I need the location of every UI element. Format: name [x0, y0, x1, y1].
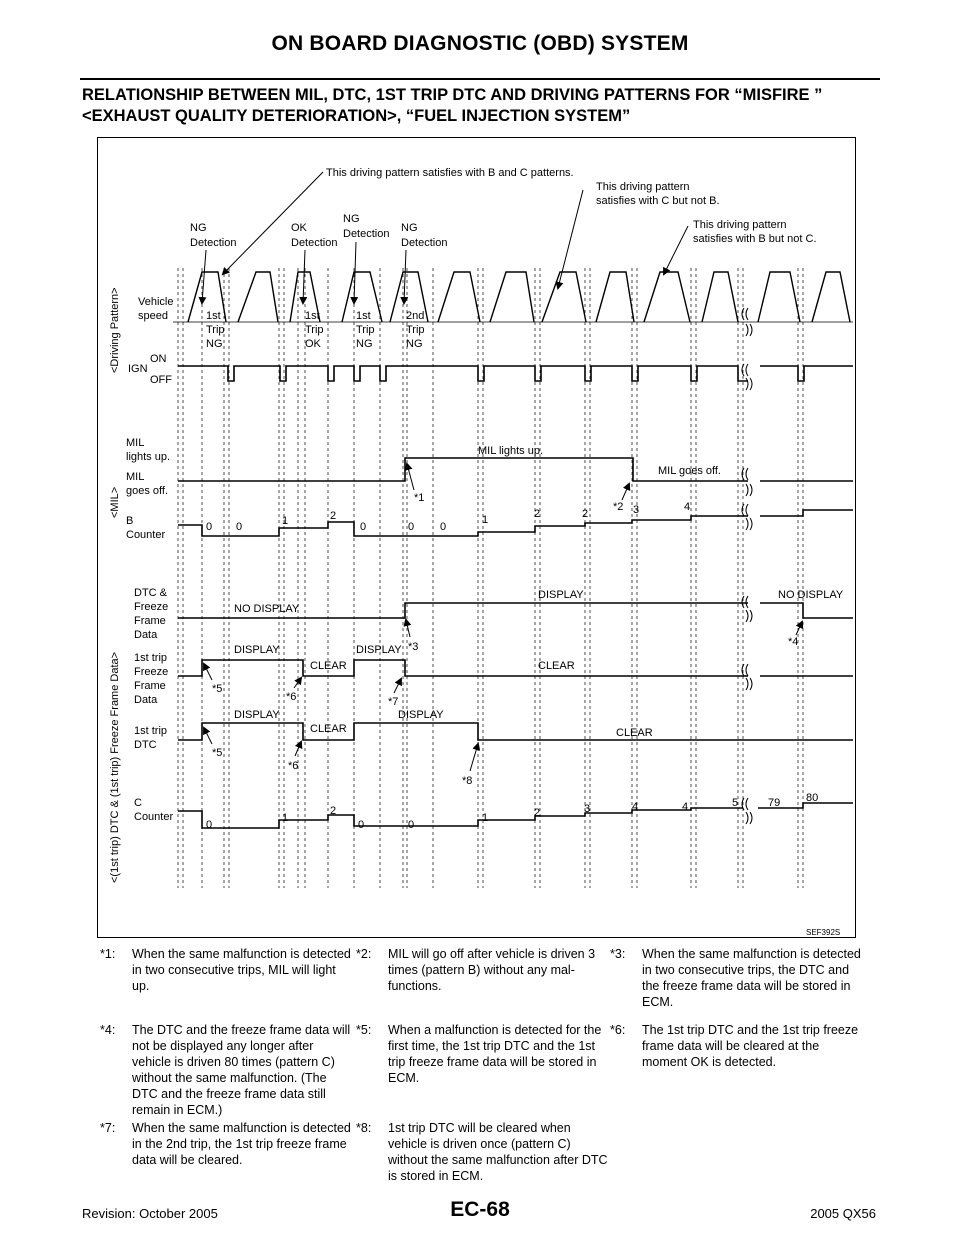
diagram-label: *5: [212, 747, 223, 759]
callouts: [223, 167, 817, 288]
section-heading: RELATIONSHIP BETWEEN MIL, DTC, 1ST TRIP DTC AND DRIVING PATTERNS FOR “MISFIRE ” <EXHAUST QUALITY DETERIORATION>, “FUEL INJECTION SYSTEM”: [82, 86, 823, 125]
diagram-label: *8: [462, 775, 473, 787]
diagram-label: NO DISPLAY: [778, 589, 844, 601]
callout-b-not-c-1: This driving pattern: [693, 219, 787, 231]
diagram-label: NO DISPLAY: [234, 603, 300, 615]
group-dtc: <(1st trip) DTC & (1st trip) Freeze Frame Data>: [109, 651, 121, 883]
diagram-label: *3: [408, 641, 419, 653]
diagram-label: 0: [236, 521, 243, 533]
footer-revision: Revision: October 2005: [82, 1206, 218, 1221]
diagram-label: OK: [305, 338, 321, 350]
diagram-label: 0: [206, 819, 213, 831]
diagram-label: Data: [134, 629, 158, 641]
diagram-label: 2: [330, 510, 337, 522]
diagram-label: 80: [806, 792, 819, 804]
diagram-label: Frame: [134, 680, 166, 692]
diagram-label: *4: [788, 636, 799, 648]
page-title: ON BOARD DIAGNOSTIC (OBD) SYSTEM: [271, 32, 689, 55]
diagram-label: NG: [206, 338, 223, 350]
footer-model: 2005 QX56: [810, 1206, 876, 1221]
diagram-label: 0: [206, 521, 213, 533]
figure-code: SEF392S: [806, 928, 841, 937]
detection-2-l2: Detection: [291, 237, 338, 249]
diagram-label: 1st: [206, 310, 221, 322]
page-number: EC-68: [450, 1198, 510, 1221]
detection-1-l1: NG: [190, 222, 207, 234]
diagram-label: Freeze: [134, 666, 169, 678]
diagram-label: 0: [360, 521, 367, 533]
diagram-label: 1st: [356, 310, 371, 322]
diagram-label: lights up.: [126, 451, 171, 463]
diagram-label: Trip: [356, 324, 375, 336]
diagram-label: 1st trip: [134, 725, 168, 737]
detection-labels: [190, 213, 447, 303]
guide-lines: [178, 268, 803, 888]
detection-1-l2: Detection: [190, 237, 237, 249]
diagram-label: CLEAR: [538, 660, 575, 672]
diagram-label: 2: [330, 805, 337, 817]
vehicle-speed-signal: [173, 272, 853, 322]
title-rule: [80, 78, 880, 80]
diagram-label: NG: [406, 338, 423, 350]
diagram-label: 0: [408, 521, 415, 533]
diagram-label: goes off.: [126, 485, 168, 497]
detection-2-l1: OK: [291, 222, 307, 234]
detection-3-l1: NG: [343, 213, 360, 225]
diagram-label: CLEAR: [616, 727, 653, 739]
detection-3-l2: Detection: [343, 228, 390, 240]
diagram-label: 1: [282, 515, 289, 527]
group-mil: <MIL>: [109, 486, 121, 518]
diagram-label: DISPLAY: [234, 709, 280, 721]
ign-label: IGN: [128, 363, 148, 375]
on-label: ON: [150, 353, 167, 365]
first-trip-ffd-signal: [178, 660, 853, 676]
diagram-label: 4: [632, 801, 639, 813]
diagram-label: 79: [768, 797, 781, 809]
markers: [204, 464, 802, 787]
diagram-label: Freeze: [134, 601, 169, 613]
callout-c-not-b-2: satisfies with C but not B.: [596, 195, 720, 207]
diagram-label: 0: [358, 819, 365, 831]
break-symbols: [742, 308, 752, 824]
diagram-label: DISPLAY: [398, 709, 444, 721]
diagram-label: *6: [288, 760, 299, 772]
diagram-label: Data: [134, 694, 158, 706]
diagram-label: 4: [682, 801, 689, 813]
diagram-label: 4: [684, 501, 691, 513]
diagram-label: MIL goes off.: [658, 465, 721, 477]
row-labels: [126, 296, 173, 823]
detection-4-l1: NG: [401, 222, 418, 234]
diagram-label: C: [134, 797, 142, 809]
diagram-label: *6: [286, 691, 297, 703]
diagram-label: CLEAR: [310, 723, 347, 735]
diagram-label: B: [126, 515, 134, 527]
diagram-label: DISPLAY: [538, 589, 584, 601]
diagram-label: Trip: [206, 324, 225, 336]
diagram-label: 3: [633, 504, 640, 516]
diagram-label: CLEAR: [310, 660, 347, 672]
group-driving-pattern: <Driving Pattern>: [109, 287, 121, 373]
diagram-label: Vehicle: [138, 296, 174, 308]
diagram-label: *7: [388, 696, 399, 708]
diagram-label: *1: [414, 492, 425, 504]
diagram-label: MIL: [126, 437, 145, 449]
diagram-label: 1: [482, 514, 489, 526]
diagram-label: Trip: [406, 324, 425, 336]
diagram-label: Counter: [134, 811, 174, 823]
diagram-label: DISPLAY: [356, 644, 402, 656]
diagram-label: 0: [408, 819, 415, 831]
diagram-label: DTC &: [134, 587, 167, 599]
callout-c-not-b-1: This driving pattern: [596, 181, 690, 193]
ign-signal: [178, 366, 853, 381]
diagram-label: 3: [584, 803, 591, 815]
diagram-label: 2: [582, 508, 589, 520]
timing-diagram: [97, 137, 856, 938]
diagram-label: 2nd: [406, 310, 425, 322]
callout-bc: This driving pattern satisfies with B and C patterns.: [326, 167, 574, 179]
detection-4-l2: Detection: [401, 237, 448, 249]
diagram-label: speed: [138, 310, 168, 322]
diagram-label: Trip: [305, 324, 324, 336]
callout-b-not-c-2: satisfies with B but not C.: [693, 233, 817, 245]
diagram-label: Counter: [126, 529, 166, 541]
diagram-label: 2: [534, 807, 541, 819]
diagram-label: DTC: [134, 739, 157, 751]
diagram-label: 5: [732, 797, 739, 809]
diagram-label: DISPLAY: [234, 644, 280, 656]
diagram-label: *2: [613, 501, 624, 513]
diagram-label: *5: [212, 683, 223, 695]
diagram-label: MIL: [126, 471, 145, 483]
diagram-label: 1: [482, 812, 489, 824]
off-label: OFF: [150, 374, 172, 386]
diagram-label: 1st trip: [134, 652, 168, 664]
diagram-label: NG: [356, 338, 373, 350]
diagram-label: 1st: [305, 310, 320, 322]
diagram-label: MIL lights up.: [478, 445, 544, 457]
diagram-label: 2: [534, 508, 541, 520]
diagram-label: 0: [440, 521, 447, 533]
diagram-label: Frame: [134, 615, 166, 627]
diagram-label: 1: [282, 812, 289, 824]
